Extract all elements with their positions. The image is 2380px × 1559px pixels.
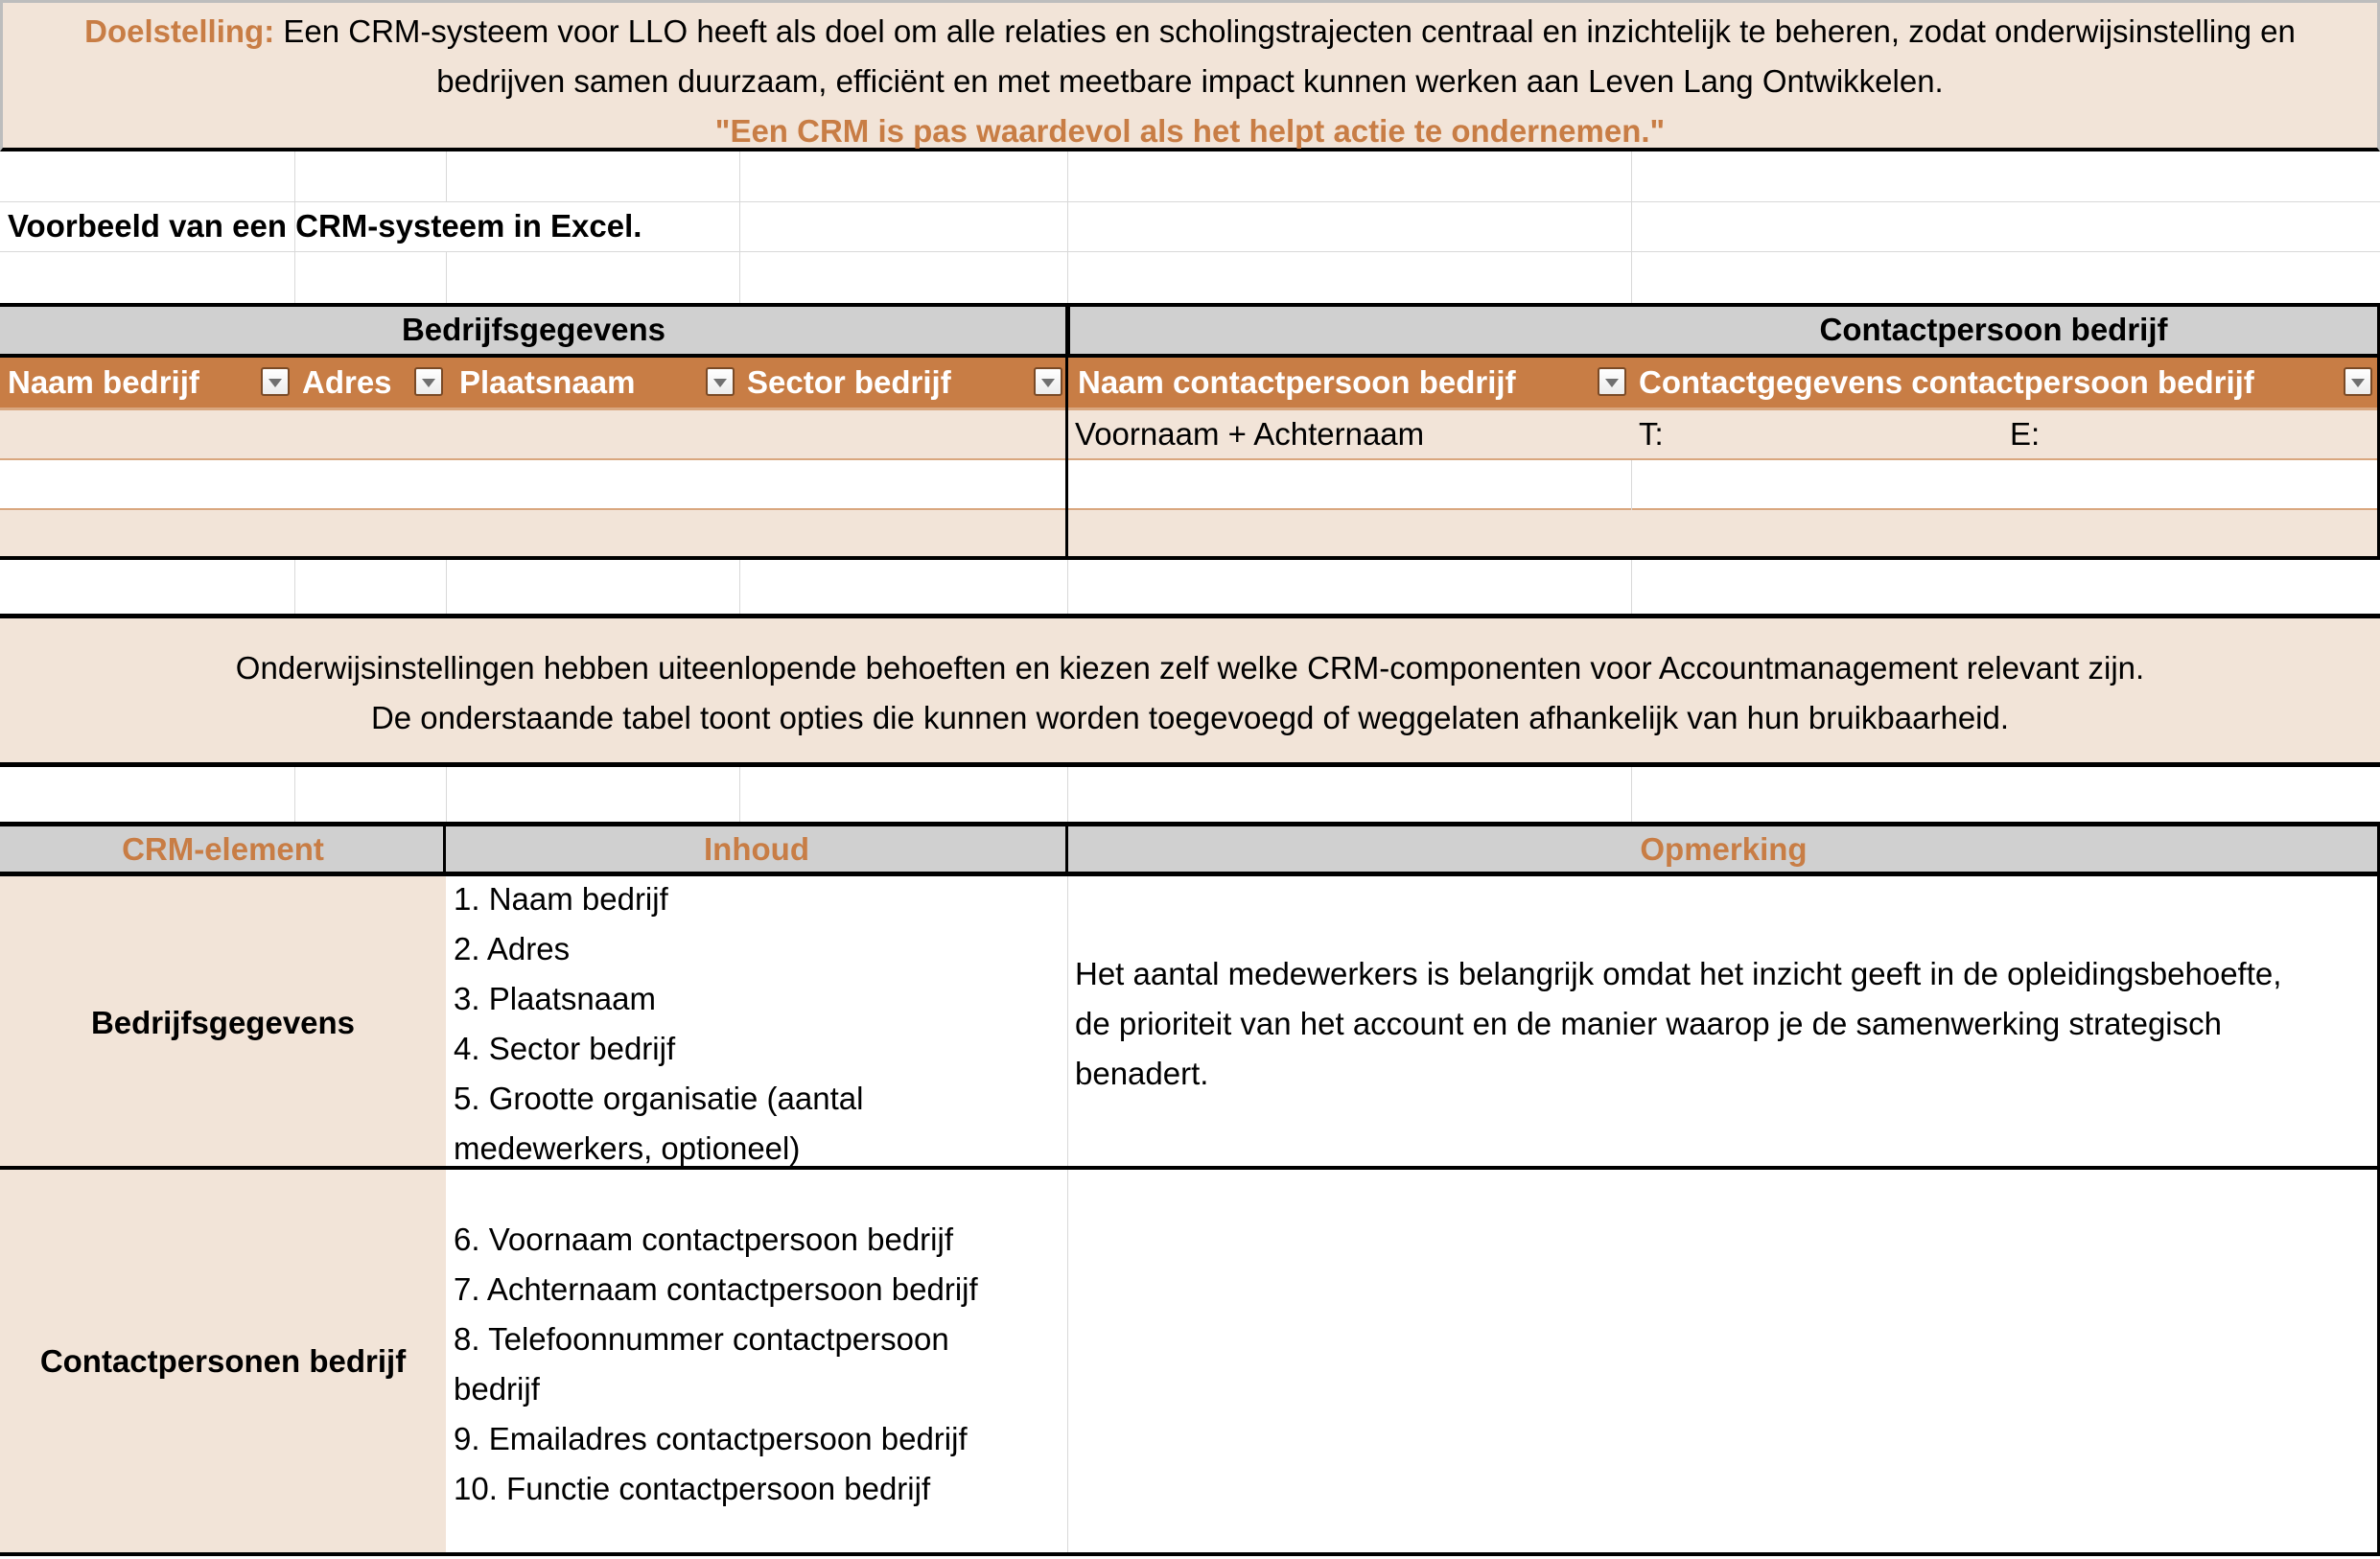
- column-header-plaatsnaam[interactable]: [452, 358, 739, 407]
- column-label: Plaatsnaam: [459, 364, 636, 400]
- list-item: 4. Sector bedrijf: [454, 1031, 676, 1066]
- objective-label: Doelstelling:: [84, 13, 275, 49]
- crm-element-label: Contactpersonen bedrijf: [39, 1343, 407, 1379]
- header-label: Opmerking: [1640, 831, 1808, 867]
- group-header-label: Contactpersoon bedrijf: [1819, 312, 2168, 347]
- table-row[interactable]: [0, 460, 2380, 510]
- header-opmerking[interactable]: [1067, 822, 2380, 876]
- remark-line: Het aantal medewerkers is belangrijk omdat het inzicht geeft in de opleidingsbehoefte,: [1075, 956, 2282, 991]
- table-row[interactable]: [0, 510, 2380, 560]
- table-row[interactable]: [0, 410, 2380, 460]
- example-title[interactable]: Voorbeeld van een CRM-systeem in Excel.: [8, 208, 642, 244]
- list-item: 2. Adres: [454, 931, 571, 966]
- crm-element-cell[interactable]: [0, 1170, 446, 1553]
- crm-element-label: Bedrijfsgegevens: [90, 1005, 356, 1040]
- inhoud-cell[interactable]: [446, 874, 1067, 1168]
- crm-table-header: [0, 358, 2380, 410]
- info-box: [0, 614, 2380, 767]
- crm-element-cell[interactable]: [0, 876, 446, 1170]
- column-label: Adres: [302, 364, 392, 400]
- group-divider: [1065, 303, 1068, 560]
- filter-dropdown-icon[interactable]: [706, 367, 735, 396]
- opmerking-cell[interactable]: [1067, 949, 2377, 1099]
- list-item: medewerkers, optioneel): [454, 1130, 801, 1166]
- list-item: 8. Telefoonnummer contactpersoon: [454, 1321, 949, 1357]
- header-label: Inhoud: [704, 831, 809, 867]
- row-divider: [0, 1166, 2380, 1170]
- info-line-2: De onderstaande tabel toont opties die kunnen worden toegevoegd of weggelaten afhankelijk van hun bruikbaarheid.: [370, 700, 2010, 735]
- header-crm-element[interactable]: [0, 822, 446, 876]
- list-item: 5. Grootte organisatie (aantal: [454, 1081, 864, 1116]
- column-divider: [1065, 822, 1068, 876]
- remark-line: benadert.: [1075, 1056, 1209, 1091]
- list-item: 10. Functie contactpersoon bedrijf: [454, 1471, 931, 1506]
- telefoon-cell[interactable]: T:: [1639, 416, 1664, 452]
- list-item: 1. Naam bedrijf: [454, 881, 668, 917]
- opmerking-cell-empty[interactable]: [1070, 1170, 2377, 1553]
- remark-line: de prioriteit van het account en de manier waarop je de samenwerking strategisch: [1075, 1006, 2222, 1041]
- group-header-bedrijfsgegevens[interactable]: [0, 303, 1067, 358]
- filter-dropdown-icon[interactable]: [1598, 367, 1626, 396]
- header-label: CRM-element: [122, 831, 324, 867]
- list-item: 9. Emailadres contactpersoon bedrijf: [454, 1421, 968, 1456]
- column-divider: [443, 822, 446, 876]
- filter-dropdown-icon[interactable]: [2344, 367, 2372, 396]
- column-label: Naam contactpersoon bedrijf: [1078, 364, 1516, 400]
- header-inhoud[interactable]: [446, 822, 1067, 876]
- list-item: 3. Plaatsnaam: [454, 981, 656, 1016]
- contactpersoon-cell[interactable]: Voornaam + Achternaam: [1075, 416, 1425, 452]
- group-header-contactpersoon[interactable]: [1067, 303, 2380, 358]
- group-header-label: Bedrijfsgegevens: [401, 312, 666, 347]
- column-header-naam-contactpersoon[interactable]: [1070, 358, 1631, 407]
- objective-text-1: Een CRM-systeem voor LLO heeft als doel om alle relaties en scholingstrajecten centraal en inzichtelijk te beheren, zodat onderwijsinstelling en: [283, 13, 2296, 49]
- list-item: bedrijf: [454, 1371, 540, 1407]
- list-item: 6. Voornaam contactpersoon bedrijf: [454, 1222, 953, 1257]
- column-header-naam-bedrijf[interactable]: [0, 358, 294, 407]
- inhoud-cell[interactable]: [446, 1215, 1067, 1514]
- info-line-1: Onderwijsinstellingen hebben uiteenlopende behoeften en kiezen zelf welke CRM-componenten voor Accountmanagement relevant zijn.: [235, 650, 2145, 686]
- email-cell[interactable]: E:: [2010, 416, 2041, 452]
- column-header-sector-bedrijf[interactable]: [739, 358, 1067, 407]
- filter-dropdown-icon[interactable]: [414, 367, 443, 396]
- filter-dropdown-icon[interactable]: [261, 367, 290, 396]
- column-header-contactgegevens[interactable]: [1631, 358, 2380, 407]
- table-bottom-border: [0, 1552, 2380, 1556]
- objective-line-1: [3, 7, 2377, 57]
- list-item: 7. Achternaam contactpersoon bedrijf: [454, 1271, 978, 1307]
- column-label: Sector bedrijf: [747, 364, 951, 400]
- filter-dropdown-icon[interactable]: [1034, 367, 1062, 396]
- objective-quote: "Een CRM is pas waardevol als het helpt actie te ondernemen.": [714, 113, 1666, 149]
- objective-line-2: bedrijven samen duurzaam, efficiënt en met meetbare impact kunnen werken aan Leven Lang Ontwikkelen.: [436, 63, 1944, 99]
- column-label: Contactgegevens contactpersoon bedrijf: [1639, 364, 2254, 400]
- objective-banner: [0, 0, 2380, 151]
- column-label: Naam bedrijf: [8, 364, 199, 400]
